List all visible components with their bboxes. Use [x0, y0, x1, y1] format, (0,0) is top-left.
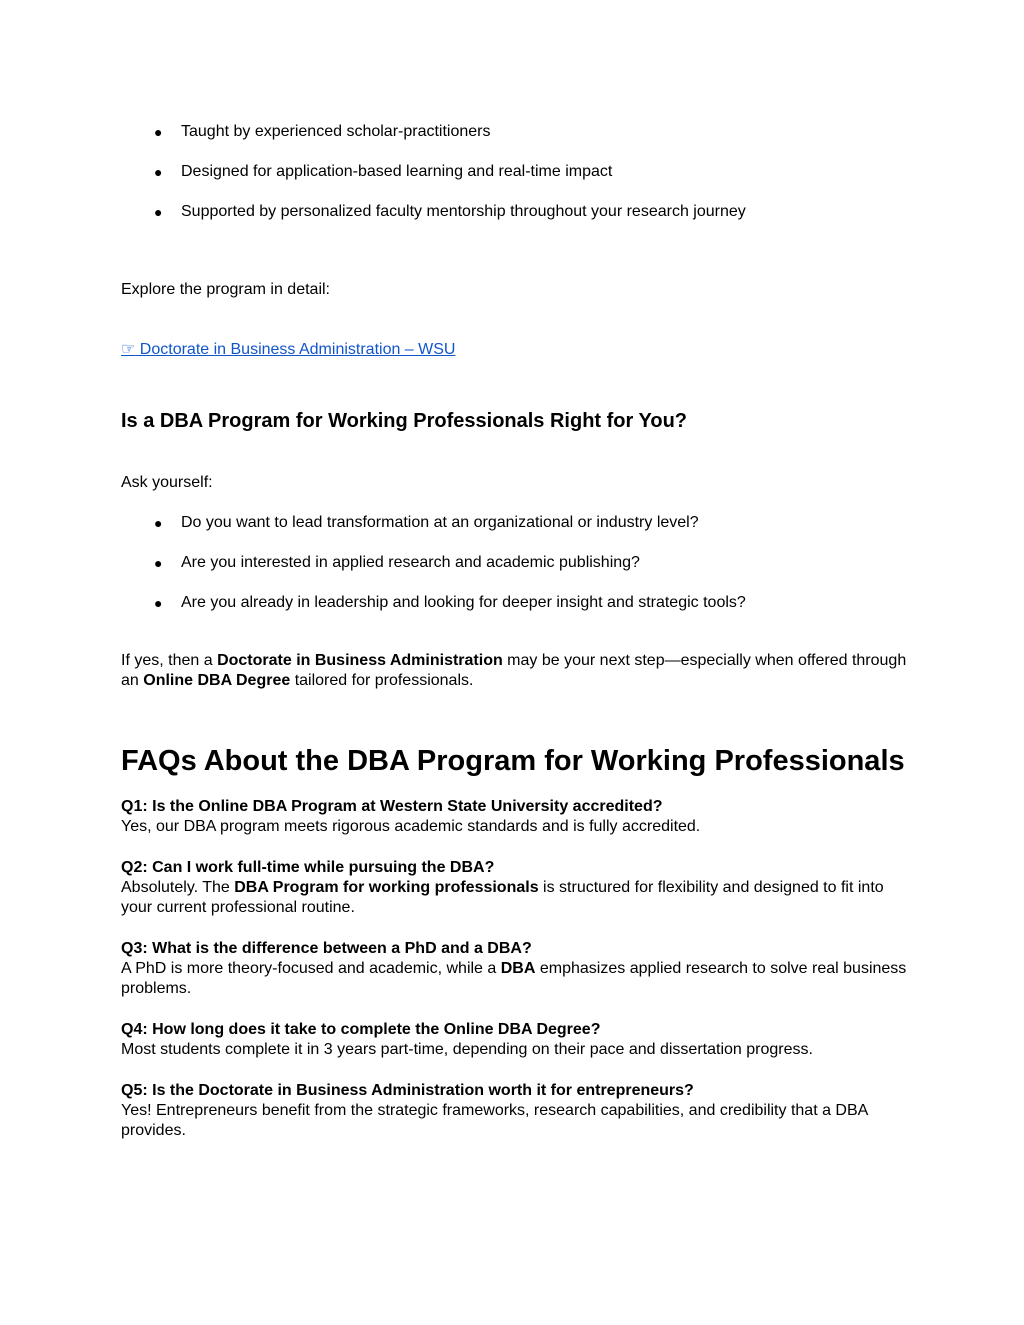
bullet-icon: ●: [154, 164, 163, 180]
faq-answer-text: Yes! Entrepreneurs benefit from the strategic frameworks, research capabilities, and credibility that a DBA provides.: [121, 1102, 868, 1139]
conclusion-text: tailored for professionals.: [290, 672, 474, 689]
conclusion-bold: Online DBA Degree: [143, 672, 291, 689]
conclusion-paragraph: [121, 651, 914, 691]
faq-answer: [121, 959, 914, 999]
list-item-text: Do you want to lead transformation at an organizational or industry level?: [181, 514, 699, 531]
faq-answer-text: is structured for flexibility and designed to fit into your current professional routine.: [121, 879, 884, 916]
list-item-text: Designed for application-based learning and real-time impact: [181, 163, 613, 180]
conclusion-text: may be your next step—especially when offered through an: [121, 652, 907, 689]
faq-item: [121, 1020, 914, 1060]
faq-item: [121, 858, 914, 918]
conclusion-text: If yes, then a: [121, 652, 218, 669]
faq-answer-text: Absolutely. The: [121, 879, 235, 896]
faq-answer-text: A PhD is more theory-focused and academic, while a: [121, 960, 501, 977]
pointing-hand-icon: ☞: [121, 341, 136, 358]
program-link-label: Doctorate in Business Administration – WSU: [135, 341, 456, 358]
bullet-icon: ●: [154, 124, 163, 140]
faq-answer: [121, 878, 914, 918]
program-link[interactable]: [121, 341, 455, 358]
bullet-icon: ●: [154, 555, 163, 571]
faq-item: [121, 1081, 914, 1141]
list-item-text: Supported by personalized faculty mentorship throughout your research journey: [181, 203, 746, 220]
faq-answer: [121, 817, 914, 837]
faq-heading: FAQs About the DBA Program for Working Professionals: [121, 745, 905, 777]
faq-answer-text: Most students complete it in 3 years part-time, depending on their pace and dissertation progress.: [121, 1041, 813, 1058]
bullet-icon: ●: [154, 595, 163, 611]
faq-answer: [121, 1101, 914, 1141]
section-heading: Is a DBA Program for Working Professionals Right for You?: [121, 410, 687, 432]
list-item-text: Are you interested in applied research and academic publishing?: [181, 554, 640, 571]
list-item-text: Are you already in leadership and looking for deeper insight and strategic tools?: [181, 594, 746, 611]
explore-text: Explore the program in detail:: [121, 281, 330, 298]
faq-question: Q1: Is the Online DBA Program at Western State University accredited?: [121, 798, 663, 815]
faq-answer-bold: DBA: [500, 960, 536, 977]
bullet-icon: ●: [154, 204, 163, 220]
faq-answer-bold: DBA Program for working professionals: [234, 879, 539, 896]
bullet-icon: ●: [154, 515, 163, 531]
faq-question: Q3: What is the difference between a PhD and a DBA?: [121, 940, 532, 957]
list-item-text: Taught by experienced scholar-practitioners: [181, 123, 491, 140]
faq-question: Q5: Is the Doctorate in Business Administration worth it for entrepreneurs?: [121, 1082, 694, 1099]
program-link-row: [121, 340, 914, 360]
conclusion-bold: Doctorate in Business Administration: [217, 652, 503, 669]
faq-item: [121, 797, 914, 837]
faq-answer: [121, 1040, 914, 1060]
faq-answer-text: Yes, our DBA program meets rigorous academic standards and is fully accredited.: [121, 818, 701, 835]
faq-question: Q2: Can I work full-time while pursuing the DBA?: [121, 859, 495, 876]
ask-text: Ask yourself:: [121, 474, 213, 491]
faq-item: [121, 939, 914, 999]
faq-question: Q4: How long does it take to complete the Online DBA Degree?: [121, 1021, 601, 1038]
faq-answer-text: emphasizes applied research to solve real business problems.: [121, 960, 907, 997]
